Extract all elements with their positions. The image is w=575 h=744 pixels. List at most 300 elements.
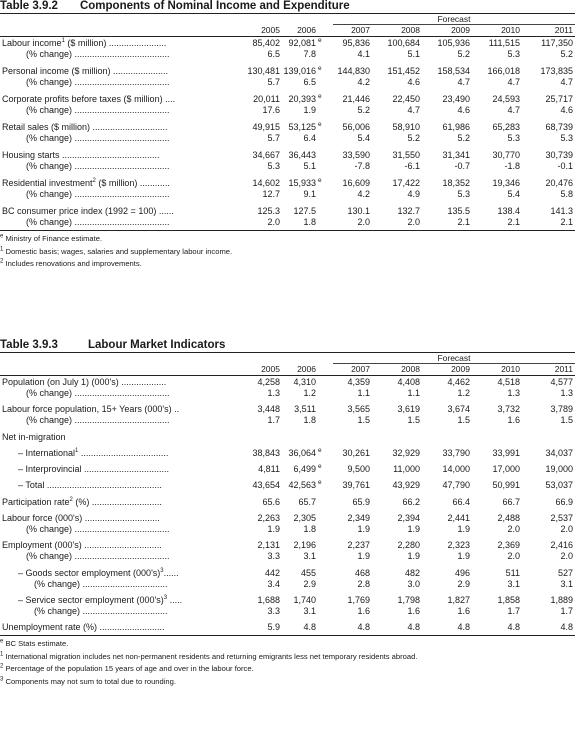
cell-2010: 138.4 — [497, 206, 520, 216]
cell-2008: 5.2 — [407, 133, 420, 143]
table-row — [0, 150, 575, 161]
cell-2010: 5.3 — [507, 49, 520, 59]
cell-2005: 1.7 — [267, 415, 280, 426]
table-row — [0, 161, 575, 172]
row-label: Retail sales ($ million) .............................. — [2, 122, 168, 132]
forecast-label: Forecast — [437, 353, 471, 363]
cell-2010: 17,000 — [492, 464, 520, 475]
row-label: (% change) .................................. — [34, 578, 168, 589]
cell-2011: 1.5 — [560, 415, 573, 426]
cell-2006: 1,740 — [293, 594, 316, 605]
cell-2010: 1.6 — [507, 415, 520, 426]
cell-2010: 1.7 — [507, 605, 520, 616]
cell-2011: 34,037 — [545, 447, 573, 458]
year-header-2009: 2009 — [451, 364, 470, 374]
estimate-mark: e — [318, 65, 322, 72]
cell-2007: 39,761 — [342, 480, 370, 491]
cell-2009: 158,534 — [437, 66, 470, 76]
row-label: Unemployment rate (%) .......................... — [2, 622, 165, 633]
table-row — [0, 415, 575, 426]
cell-2008: 1.5 — [407, 415, 420, 426]
table-row — [0, 464, 575, 475]
cell-2006: 6.4 — [303, 133, 316, 143]
cell-2007: 5.2 — [357, 105, 370, 115]
cell-2008: 22,450 — [392, 94, 420, 104]
cell-2007: 1,769 — [347, 594, 370, 605]
cell-2005: 85,402 — [252, 38, 280, 48]
cell-2008: 11,000 — [393, 464, 420, 475]
cell-2011: 5.3 — [560, 133, 573, 143]
forecast-label: Forecast — [437, 14, 471, 24]
cell-2011: 19,000 — [545, 464, 573, 475]
table-row — [0, 377, 575, 388]
table-row — [0, 404, 575, 415]
table-labour-market-indicators — [0, 339, 575, 688]
cell-2010: 33,991 — [492, 447, 520, 458]
cell-2006: 4.8 — [303, 622, 316, 633]
row-label: Population (on July 1) (000's) .................. — [2, 377, 167, 387]
cell-2007: 16,609 — [342, 178, 370, 188]
cell-2007: 4.2 — [357, 189, 370, 199]
year-header-2010: 2010 — [501, 364, 520, 374]
cell-2009: 105,936 — [437, 38, 470, 48]
row-label: (% change) ...................................... — [26, 217, 170, 227]
cell-2006: 1.8 — [303, 524, 316, 535]
cell-2010: 4.7 — [507, 77, 520, 87]
table-row — [0, 388, 575, 399]
table-row — [0, 568, 575, 579]
row-label: Corporate profits before taxes ($ million) .... — [2, 94, 176, 104]
cell-2011: 4.7 — [560, 77, 573, 87]
row-label: Participation rate$^2$ (%) ............................ — [2, 496, 162, 507]
cell-2011: 5.2 — [560, 49, 573, 59]
table-row — [0, 105, 575, 116]
cell-2011: 4.6 — [560, 105, 573, 115]
row-label: (% change) ...................................... — [26, 49, 170, 59]
cell-2005: 2.0 — [267, 217, 280, 227]
cell-2007: 2,349 — [347, 513, 370, 524]
estimate-mark: e — [318, 446, 322, 454]
cell-2008: 31,550 — [392, 150, 420, 160]
row-label: (% change) .................................. — [34, 605, 168, 616]
estimate-mark: e — [318, 37, 322, 44]
cell-2011: 68,739 — [545, 122, 573, 132]
cell-2006: 3.1 — [303, 605, 316, 616]
estimate-mark: e — [318, 463, 322, 471]
cell-2007: 144,830 — [337, 66, 370, 76]
cell-2005: 1.9 — [267, 524, 280, 535]
row-label: Housing starts ....................................... — [2, 150, 160, 160]
cell-2010: 4.7 — [507, 105, 520, 115]
row-label: Residential investment$^2$ ($ million) ............ — [2, 178, 170, 188]
cell-2007: 4.2 — [357, 77, 370, 87]
cell-2011: 2.0 — [560, 551, 573, 562]
cell-2006: 455 — [300, 567, 316, 578]
cell-2006: 6.5 — [303, 77, 316, 87]
cell-2005: 34,667 — [252, 150, 280, 160]
cell-2008: 2,280 — [397, 540, 420, 551]
cell-2009: 4.8 — [457, 622, 470, 633]
cell-2005: 5.3 — [267, 161, 280, 171]
cell-2009: 1.9 — [457, 551, 470, 562]
cell-2010: 2.0 — [507, 551, 520, 562]
table-title — [0, 339, 575, 352]
row-label: Net in-migration — [2, 431, 66, 442]
cell-2009: 4.6 — [457, 105, 470, 115]
year-header-2011: 2011 — [554, 364, 573, 374]
cell-2005: 4,811 — [258, 464, 280, 475]
cell-2009: 5.2 — [457, 49, 470, 59]
cell-2010: 1,858 — [497, 594, 520, 605]
table-row — [0, 579, 575, 590]
cell-2005: 442 — [264, 567, 280, 578]
cell-2010: 511 — [505, 567, 520, 578]
cell-2009: -0.7 — [454, 161, 470, 171]
row-label: (% change) ...................................... — [26, 133, 170, 143]
cell-2009: 2,323 — [447, 540, 470, 551]
cell-2005: 4,258 — [257, 377, 280, 387]
cell-2009: 1.5 — [457, 415, 470, 426]
cell-2005: 49,915 — [252, 122, 280, 132]
cell-2006: 20,393 e — [288, 93, 322, 104]
table-body — [0, 36, 575, 228]
cell-2011: 53,037 — [545, 480, 573, 491]
estimate-mark: e — [318, 93, 322, 100]
table-row — [0, 432, 575, 443]
cell-2008: 4,408 — [397, 377, 420, 387]
cell-2005: 1,688 — [257, 594, 280, 605]
cell-2008: 3,619 — [397, 404, 420, 415]
cell-2008: 43,929 — [392, 480, 420, 491]
table-row — [0, 94, 575, 105]
year-header-2006: 2006 — [297, 25, 316, 35]
table-bottom-rule — [0, 635, 575, 636]
cell-2006: 1.8 — [303, 217, 316, 227]
year-header-2009: 2009 — [451, 25, 470, 35]
cell-2006: 53,125 e — [288, 121, 322, 132]
table-name: Components of Nominal Income and Expenditure — [79, 0, 350, 12]
year-header-2007: 2007 — [351, 364, 370, 374]
table-row — [0, 49, 575, 60]
table-bottom-rule — [0, 230, 575, 231]
cell-2006: 36,443 — [288, 150, 316, 160]
cell-2008: 32,929 — [392, 447, 420, 458]
cell-2008: 1.9 — [407, 524, 420, 535]
cell-2010: 111,515 — [488, 38, 520, 48]
table-row — [0, 38, 575, 49]
row-label: (% change) ...................................... — [26, 77, 170, 87]
estimate-mark: e — [318, 121, 322, 128]
cell-2007: 1.9 — [357, 524, 370, 535]
table-number: Table 3.9.3 — [0, 339, 58, 351]
cell-2007: 3,565 — [347, 404, 370, 415]
table-number: Table 3.9.2 — [0, 0, 58, 12]
cell-2009: 23,490 — [442, 94, 470, 104]
cell-2009: 18,352 — [442, 178, 470, 188]
cell-2008: 132.7 — [397, 206, 420, 216]
cell-2009: 1.6 — [457, 605, 470, 616]
cell-2009: 5.2 — [457, 133, 470, 143]
cell-2008: 58,910 — [392, 122, 420, 132]
estimate-mark: e — [318, 177, 322, 184]
table-row — [0, 540, 575, 551]
cell-2005: 125.3 — [257, 206, 280, 216]
cell-2008: 3.0 — [407, 578, 420, 589]
year-header-2006: 2006 — [297, 364, 316, 374]
table-notes — [0, 638, 575, 688]
cell-2010: -1.8 — [504, 161, 520, 171]
cell-2008: 4.7 — [407, 105, 420, 115]
cell-2010: 4,518 — [497, 377, 520, 387]
table-row — [0, 77, 575, 88]
cell-2009: 61,986 — [442, 122, 470, 132]
cell-2007: 95,836 — [342, 38, 370, 48]
cell-2007: 30,261 — [342, 447, 370, 458]
cell-2006: 2,196 — [293, 540, 316, 551]
cell-2011: 3.1 — [560, 578, 573, 589]
table-row — [0, 448, 575, 459]
year-header-2005: 2005 — [261, 25, 280, 35]
cell-2005: 5.7 — [267, 77, 280, 87]
cell-2006: 1.8 — [303, 415, 316, 426]
year-header-2007: 2007 — [351, 25, 370, 35]
cell-2005: 3.3 — [267, 605, 280, 616]
cell-2011: 4.8 — [560, 622, 573, 633]
cell-2009: 31,341 — [442, 150, 470, 160]
cell-2005: 6.5 — [267, 49, 280, 59]
row-label: (% change) ...................................... — [26, 551, 170, 562]
cell-2006: 42,563 e — [288, 479, 322, 491]
cell-2005: 2,131 — [257, 540, 280, 551]
cell-2008: 100,684 — [387, 38, 420, 48]
cell-2006: 1.9 — [303, 105, 316, 115]
cell-2010: 30,770 — [492, 150, 520, 160]
cell-2009: 1,827 — [447, 594, 470, 605]
cell-2011: 3,789 — [550, 404, 573, 415]
cell-2008: 1,798 — [397, 594, 420, 605]
year-header-2005: 2005 — [261, 364, 280, 374]
cell-2007: 1.1 — [357, 388, 370, 398]
cell-2009: 14,000 — [442, 464, 470, 475]
cell-2011: 1.7 — [560, 605, 573, 616]
cell-2010: 3,732 — [497, 404, 520, 415]
table-row — [0, 189, 575, 200]
cell-2010: 2,488 — [497, 513, 520, 524]
cell-2005: 14,602 — [252, 178, 280, 188]
cell-2006: 5.1 — [303, 161, 316, 171]
cell-2008: 151,452 — [387, 66, 420, 76]
row-label: (% change) ...................................... — [26, 105, 170, 115]
row-label: – International$^1$ ................................... — [18, 447, 169, 458]
table-row — [0, 513, 575, 524]
cell-2010: 2.0 — [507, 524, 520, 535]
cell-2008: 482 — [404, 567, 420, 578]
table-row — [0, 217, 575, 228]
row-label: (% change) ...................................... — [26, 415, 170, 426]
row-label: (% change) ...................................... — [26, 388, 170, 398]
cell-2010: 24,593 — [492, 94, 520, 104]
cell-2007: 2.0 — [357, 217, 370, 227]
cell-2007: 5.4 — [357, 133, 370, 143]
row-label: Employment (000's) ............................... — [2, 540, 162, 551]
cell-2007: 21,446 — [342, 94, 370, 104]
table-row — [0, 122, 575, 133]
cell-2011: -0.1 — [557, 161, 573, 171]
cell-2010: 3.1 — [507, 578, 520, 589]
footnote: $^3$ Components may not sum to total due to rounding. — [0, 676, 176, 686]
row-label: (% change) ...................................... — [26, 189, 170, 199]
cell-2009: 5.3 — [457, 189, 470, 199]
table-row — [0, 178, 575, 189]
cell-2006: 3,511 — [294, 404, 316, 415]
cell-2010: 2.1 — [507, 217, 520, 227]
cell-2008: 17,422 — [392, 178, 420, 188]
cell-2007: 1.6 — [357, 605, 370, 616]
cell-2006: 36,064 e — [288, 446, 322, 458]
cell-2008: 1.6 — [407, 605, 420, 616]
cell-2007: 2,237 — [347, 540, 370, 551]
cell-2011: 2.1 — [560, 217, 573, 227]
cell-2006: 4,310 — [293, 377, 316, 387]
cell-2005: 20,011 — [253, 94, 280, 104]
row-label: – Goods sector employment $(000's)^3$...... — [18, 567, 179, 578]
cell-2011: 527 — [557, 567, 573, 578]
cell-2010: 4.8 — [507, 622, 520, 633]
cell-2008: 66.2 — [402, 496, 420, 507]
cell-2007: 65.9 — [352, 496, 370, 507]
cell-2007: 1.5 — [357, 415, 370, 426]
cell-2009: 66.4 — [452, 496, 470, 507]
row-label: Personal income ($ million) ...................... — [2, 66, 169, 76]
cell-2011: 20,476 — [545, 178, 573, 188]
cell-2007: 9,500 — [347, 464, 370, 475]
cell-2007: 56,006 — [342, 122, 370, 132]
row-label: – Service sector employment $(000's)^3$ ..... — [18, 594, 183, 605]
cell-2011: 25,717 — [545, 94, 573, 104]
cell-2007: 4.1 — [357, 49, 370, 59]
cell-2011: 141.3 — [550, 206, 573, 216]
cell-2009: 1.2 — [457, 388, 470, 398]
cell-2010: 66.7 — [502, 496, 520, 507]
cell-2010: 19,346 — [492, 178, 520, 188]
cell-2011: 2,537 — [550, 513, 573, 524]
cell-2009: 3,674 — [447, 404, 470, 415]
table-row — [0, 606, 575, 617]
table-header — [0, 352, 575, 375]
table-row — [0, 133, 575, 144]
footnote: $^1$ International migration includes net non-permanent residents and returning emigrants less net temporary residents abroad. — [0, 651, 418, 661]
cell-2007: 2.8 — [357, 578, 370, 589]
cell-2011: 2,416 — [550, 540, 573, 551]
table-row — [0, 66, 575, 77]
cell-2007: 468 — [354, 567, 370, 578]
cell-2006: 1.2 — [303, 388, 316, 398]
cell-2005: 43,654 — [252, 480, 280, 491]
table-components-nominal-income — [0, 0, 575, 271]
cell-2008: -6.1 — [404, 161, 420, 171]
row-label: Labour force population, 15+ Years (000's) .. — [2, 404, 180, 415]
footnote: $^2$ Percentage of the population 15 years of age and over in the labour force. — [0, 663, 254, 674]
cell-2006: 92,081 e — [288, 37, 322, 48]
cell-2005: 3.4 — [267, 578, 280, 589]
table-row — [0, 524, 575, 535]
cell-2009: 2.9 — [457, 578, 470, 589]
table-row — [0, 551, 575, 562]
cell-2009: 2,441 — [447, 513, 470, 524]
cell-2005: 5.9 — [267, 622, 280, 633]
cell-2007: 130.1 — [347, 206, 370, 216]
cell-2009: 1.9 — [457, 524, 470, 535]
cell-2011: 1.3 — [560, 388, 573, 398]
cell-2009: 47,790 — [442, 480, 470, 491]
year-header-2011: 2011 — [554, 25, 573, 35]
table-row — [0, 497, 575, 508]
cell-2006: 3.1 — [303, 551, 316, 562]
table-name: Labour Market Indicators — [87, 339, 226, 351]
cell-2005: 17.6 — [262, 105, 280, 115]
cell-2011: 117,350 — [541, 38, 573, 48]
cell-2011: 4,577 — [550, 377, 573, 387]
cell-2005: 1.3 — [267, 388, 280, 398]
cell-2007: -7.8 — [354, 161, 370, 171]
cell-2010: 50,991 — [492, 480, 520, 491]
cell-2008: 2.0 — [407, 217, 420, 227]
cell-2011: 66.9 — [555, 496, 573, 507]
cell-2009: 2.1 — [457, 217, 470, 227]
table-title — [0, 0, 575, 13]
cell-2007: 4,359 — [347, 377, 370, 387]
cell-2009: 33,790 — [442, 447, 470, 458]
cell-2005: 130,481 — [247, 66, 280, 76]
cell-2008: 1.9 — [407, 551, 420, 562]
year-header-2008: 2008 — [401, 364, 420, 374]
cell-2005: 3,448 — [257, 404, 280, 415]
year-header-2010: 2010 — [501, 25, 520, 35]
cell-2010: 5.3 — [507, 133, 520, 143]
cell-2009: 496 — [454, 567, 470, 578]
cell-2011: 2.0 — [560, 524, 573, 535]
cell-2008: 4.8 — [407, 622, 420, 633]
table-row — [0, 622, 575, 633]
cell-2006: 15,933 e — [288, 177, 322, 188]
row-label: – Total .............................................. — [18, 480, 162, 491]
cell-2006: 7.8 — [303, 49, 316, 59]
cell-2010: 2,369 — [497, 540, 520, 551]
footnote: $^2$ Includes renovations and improvements. — [0, 258, 142, 268]
cell-2005: 3.3 — [267, 551, 280, 562]
cell-2006: 9.1 — [303, 189, 316, 199]
footnote: $^e$ BC Stats estimate. — [0, 638, 69, 649]
cell-2008: 2,394 — [397, 513, 420, 524]
row-label: – Interprovincial .................................. — [18, 464, 170, 475]
cell-2010: 166,018 — [487, 66, 520, 76]
cell-2010: 1.3 — [507, 388, 520, 398]
cell-2005: 38,843 — [252, 447, 280, 458]
cell-2007: 4.8 — [357, 622, 370, 633]
estimate-mark: e — [318, 479, 322, 487]
cell-2005: 2,263 — [257, 513, 280, 524]
table-header — [0, 13, 575, 36]
cell-2006: 2.9 — [303, 578, 316, 589]
cell-2008: 4.6 — [407, 77, 420, 87]
row-label: BC consumer price index (1992 = 100) ...... — [2, 206, 174, 216]
cell-2006: 139,016 e — [283, 65, 322, 76]
cell-2006: 6,499 e — [293, 463, 322, 475]
table-row — [0, 206, 575, 217]
row-label: (% change) ...................................... — [26, 524, 170, 535]
cell-2009: 4.7 — [457, 77, 470, 87]
table-body — [0, 375, 575, 633]
